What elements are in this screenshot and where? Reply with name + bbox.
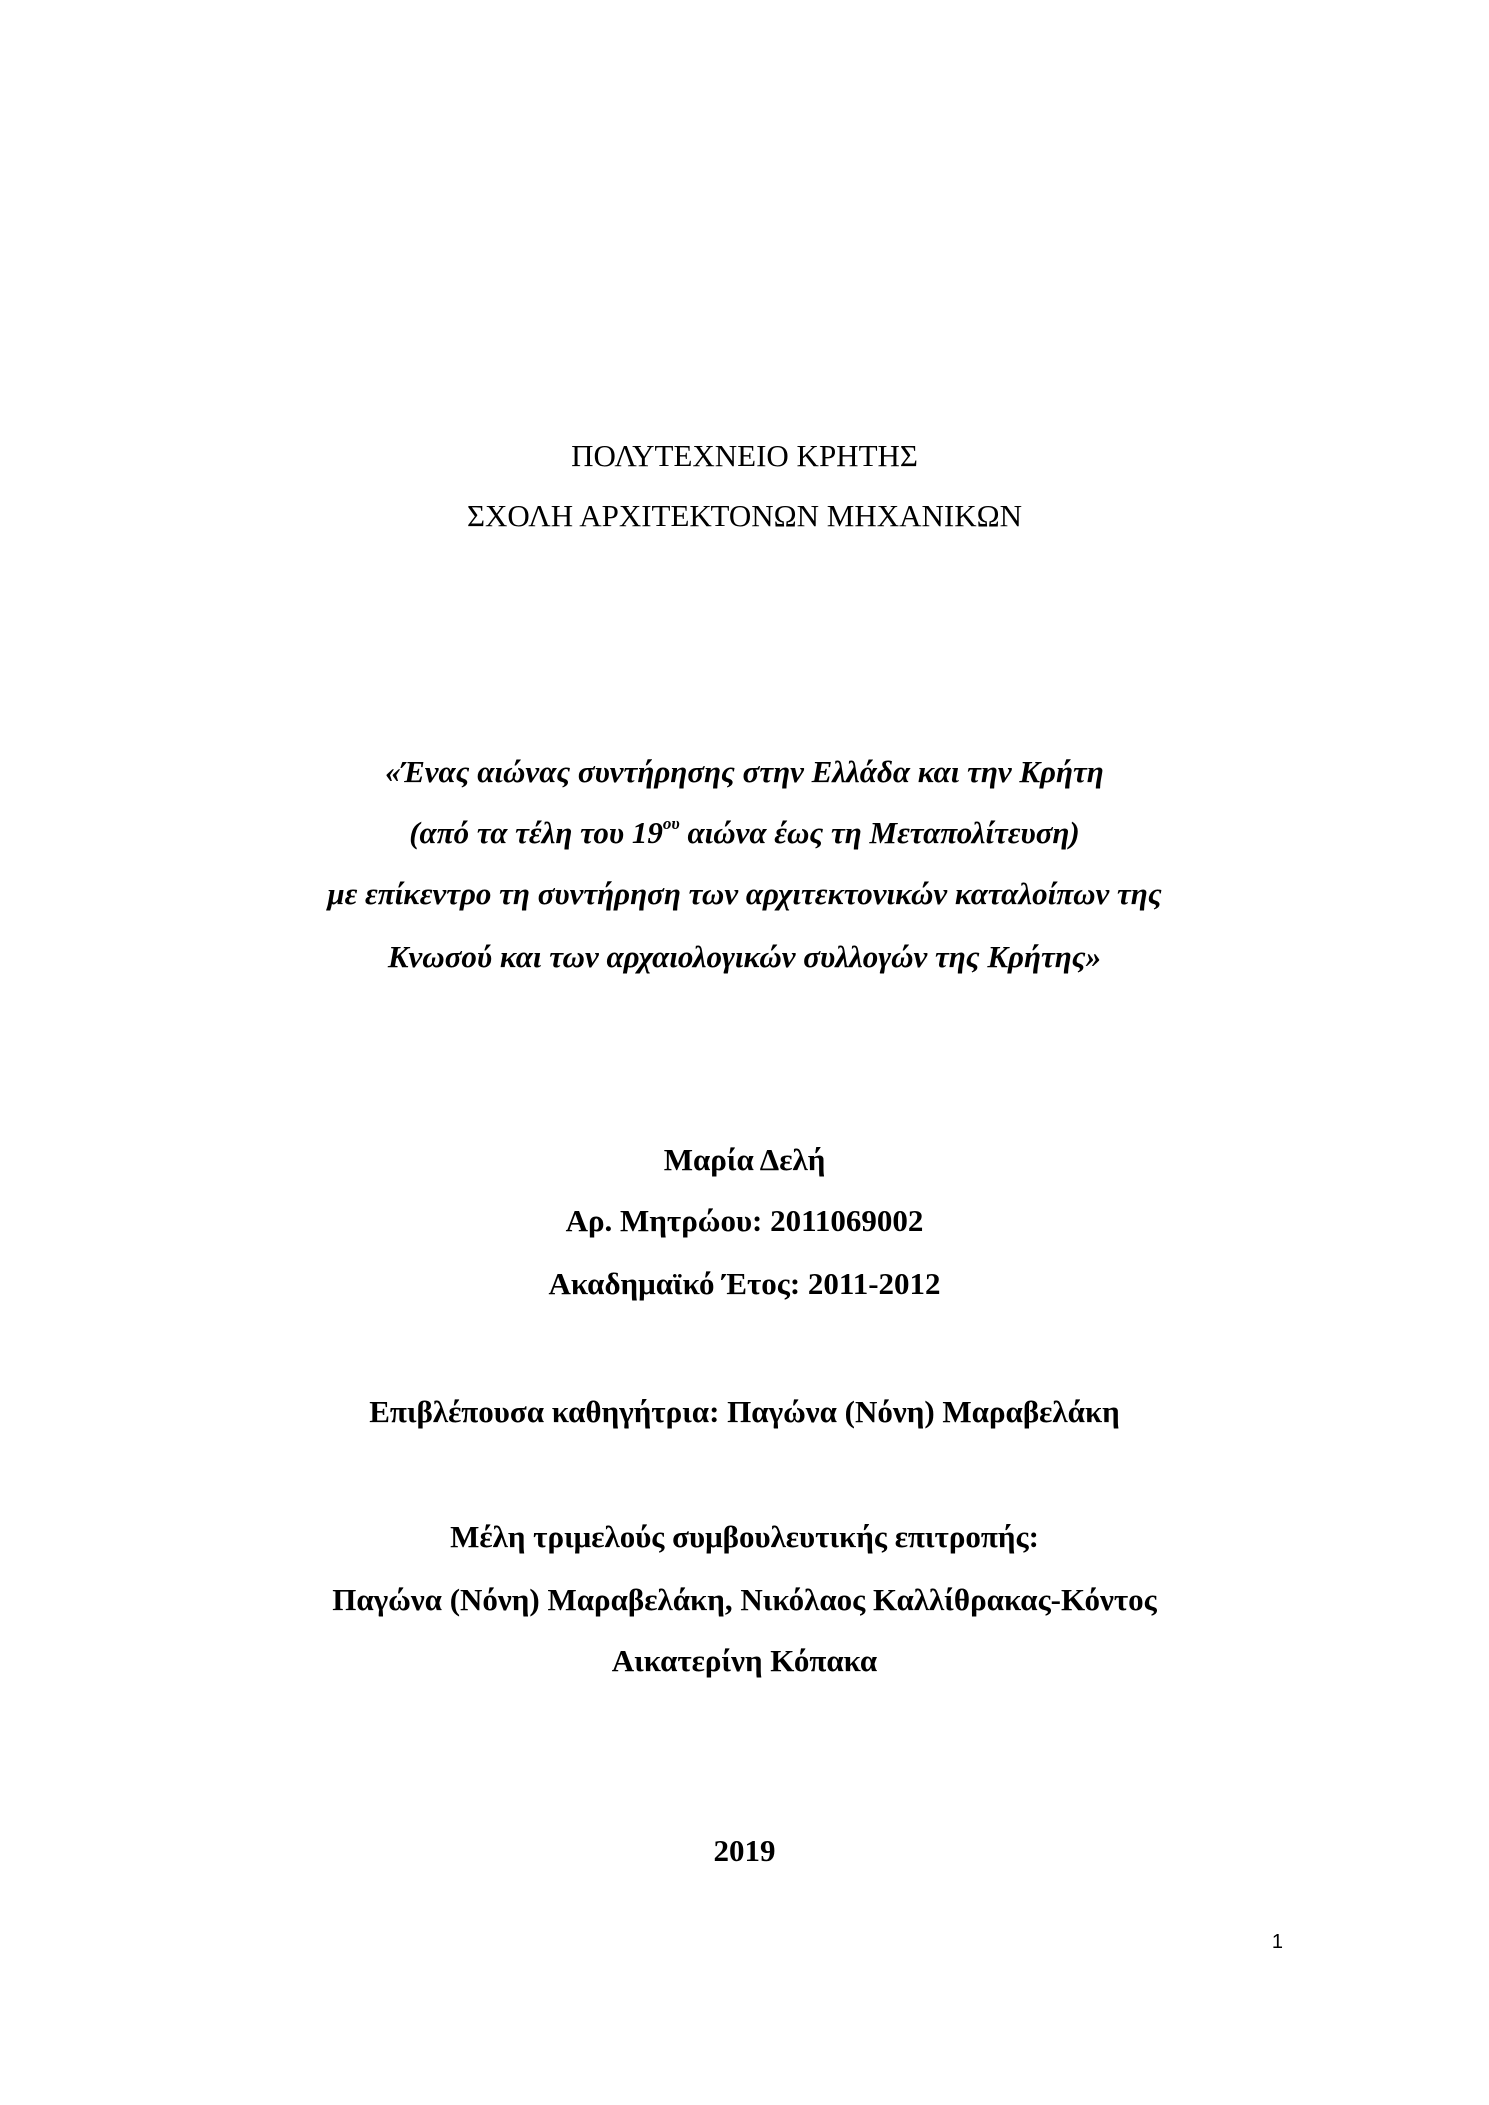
publication-year: 2019 bbox=[713, 1833, 776, 1868]
title-line-3: με επίκεντρο τη συντήρηση των αρχιτεκτονικών καταλοίπων της bbox=[327, 876, 1162, 911]
title-line-2-superscript: ου bbox=[662, 813, 680, 833]
author-name: Μαρία Δελή bbox=[663, 1142, 826, 1177]
title-line-2-end: αιώνα έως τη Μεταπολίτευση) bbox=[679, 815, 1080, 850]
title-line-2-start: (από τα τέλη του 19 bbox=[409, 815, 663, 850]
academic-year: Ακαδημαϊκό Έτος: 2011-2012 bbox=[548, 1266, 941, 1301]
supervisor: Επιβλέπουσα καθηγήτρια: Παγώνα (Νόνη) Μαραβελάκη bbox=[369, 1394, 1120, 1429]
school-name: ΣΧΟΛΗ ΑΡΧΙΤΕΚΤΟΝΩΝ ΜΗΧΑΝΙΚΩΝ bbox=[466, 498, 1023, 533]
committee-members-line-1: Παγώνα (Νόνη) Μαραβελάκη, Νικόλαος Καλλίθρακας-Κόντος bbox=[332, 1582, 1157, 1617]
title-line-1: «Ένας αιώνας συντήρησης στην Ελλάδα και την Κρήτη bbox=[385, 754, 1104, 789]
committee-members-line-2: Αικατερίνη Κόπακα bbox=[611, 1643, 878, 1678]
title-line-4: Κνωσού και των αρχαιολογικών συλλογών της Κρήτης» bbox=[387, 939, 1102, 974]
page-number: 1 bbox=[1271, 1931, 1283, 1953]
title-line-2 bbox=[0, 813, 1489, 853]
committee-heading: Μέλη τριμελούς συμβουλευτικής επιτροπής: bbox=[450, 1519, 1039, 1554]
institution-name: ΠΟΛΥΤΕΧΝΕΙΟ ΚΡΗΤΗΣ bbox=[571, 438, 918, 473]
registration-number: Αρ. Μητρώου: 2011069002 bbox=[565, 1203, 924, 1238]
